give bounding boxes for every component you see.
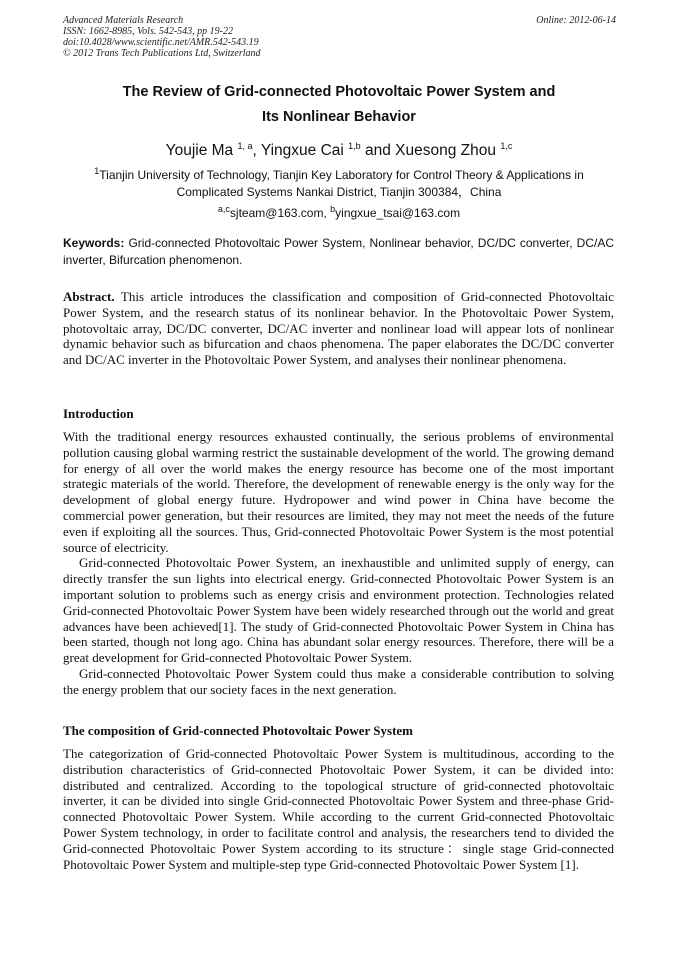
- email-2-sup: b: [330, 204, 336, 214]
- author-list: [60, 136, 618, 161]
- online-date: Online: 2012-06-14: [536, 15, 616, 26]
- title-line-1: The Review of Grid-connected Photovoltaic Power System and: [122, 84, 556, 100]
- journal-header: [63, 15, 616, 59]
- composition-body: [63, 746, 614, 872]
- composition-paragraph-1: The categorization of Grid-connected Photovoltaic Power System is multitudinous, according to the distribution characteristics of Grid-connected Photovoltaic Power System, it can be divided into: distributed and centralized. According to the topological structure of grid-connected photovoltaic inverter, it can be divided into single Grid-connected Photovoltaic Power System and three-phase Grid-connected Photovoltaic Power System. While according to the current Grid-connected Photovoltaic Power System technology, in order to facilitate control and analysis, the researchers tend to divided the Grid-connected Photovoltaic Power System according to its structure：single stage Grid-connected Photovoltaic Power System and multiple-step type Grid-connected Photovoltaic Power System [1].: [63, 746, 614, 872]
- abstract-text: This article introduces the classification and composition of Grid-connected Photovoltaic Power System, and the research status of its nonlinear behavior. In the Photovoltaic Power System, photovoltaic array, DC/DC converter, DC/AC inverter and nonlinear load will appear lots of nonlinear dynamic behavior such as bifurcation and chaos phenomena. The paper elaborates the DC/DC converter and DC/AC inverter in the Photovoltaic Power System, and analyses their nonlinear phenomena.: [63, 289, 614, 368]
- affiliation-sup: 1: [94, 166, 100, 176]
- email-line: [60, 201, 618, 221]
- author-3-affil: 1,c: [500, 141, 513, 151]
- keywords: [63, 235, 614, 268]
- paper-title: [60, 80, 618, 130]
- keywords-text: Grid-connected Photovoltaic Power System, Nonlinear behavior, DC/DC converter, DC/AC inverter, Bifurcation phenomenon.: [63, 236, 614, 267]
- intro-paragraph-1: With the traditional energy resources exhausted continually, the serious problems of environmental pollution causing global warming restrict the sustainable development of the world. The growing demand for energy of all over the world makes the energy resource has become one of the most important strategic materials of the world. Therefore, the development of renewable energy is the only way for the development of global energy future. Hydropower and wind power in China have become the commercial power generation, but their resources are limited, they may not meet the needs of the future even if exploiting all the sources. Thus, Grid-connected Photovoltaic Power System is the most potential source of electricity.: [63, 429, 614, 555]
- issn-line: ISSN: 1662-8985, Vols. 542-543, pp 19-22: [63, 26, 233, 37]
- keywords-label: Keywords:: [63, 236, 125, 250]
- author-sep-2: and: [360, 142, 396, 160]
- author-sep-1: ,: [252, 142, 261, 160]
- affiliation-line-1: Tianjin University of Technology, Tianjin Key Laboratory for Control Theory & Applications in: [99, 168, 584, 182]
- composition-heading: The composition of Grid-connected Photovoltaic Power System: [63, 723, 413, 738]
- email-1-sup: a,c: [217, 204, 230, 214]
- intro-paragraph-2: Grid-connected Photovoltaic Power System, an inexhaustible and unlimited supply of energy, can directly transfer the sun lights into electrical energy. Grid-connected Photovoltaic Power System is an important solution to problems such as energy crisis and environment protection. Technologies related Grid-connected Photovoltaic Power System have been widely researched through out the world and great advances have been achieved[1]. The study of Grid-connected Photovoltaic Power System in China has been started, though not long ago. China has abundant solar energy resources. Therefore, there will be a great development for Grid-connected Photovoltaic Power System.: [63, 555, 614, 666]
- author-2: Yingxue Cai: [260, 142, 344, 160]
- introduction-body: [63, 429, 614, 698]
- introduction-heading: Introduction: [63, 406, 134, 421]
- affiliation-line-2: Complicated Systems Nankai District, Tianjin 300384，China: [176, 185, 502, 199]
- copyright-line: © 2012 Trans Tech Publications Ltd, Switzerland: [63, 48, 261, 59]
- journal-name: Advanced Materials Research: [63, 15, 184, 26]
- author-1-affil: 1, a: [237, 141, 253, 151]
- author-3: Xuesong Zhou: [395, 142, 496, 160]
- affiliation: [60, 163, 618, 201]
- author-2-affil: 1,b: [348, 141, 361, 151]
- title-line-2: Its Nonlinear Behavior: [262, 109, 416, 125]
- author-1: Youjie Ma: [165, 142, 234, 160]
- email-2[interactable]: yingxue_tsai@163.com: [335, 206, 461, 220]
- intro-paragraph-3: Grid-connected Photovoltaic Power System could thus make a considerable contribution to solving the energy problem that our society faces in the next generation.: [63, 665, 614, 697]
- abstract: [63, 289, 614, 368]
- abstract-label: Abstract.: [63, 289, 115, 304]
- email-1[interactable]: sjteam@163.com,: [229, 206, 331, 220]
- doi-line: doi:10.4028/www.scientific.net/AMR.542-543.19: [63, 37, 259, 48]
